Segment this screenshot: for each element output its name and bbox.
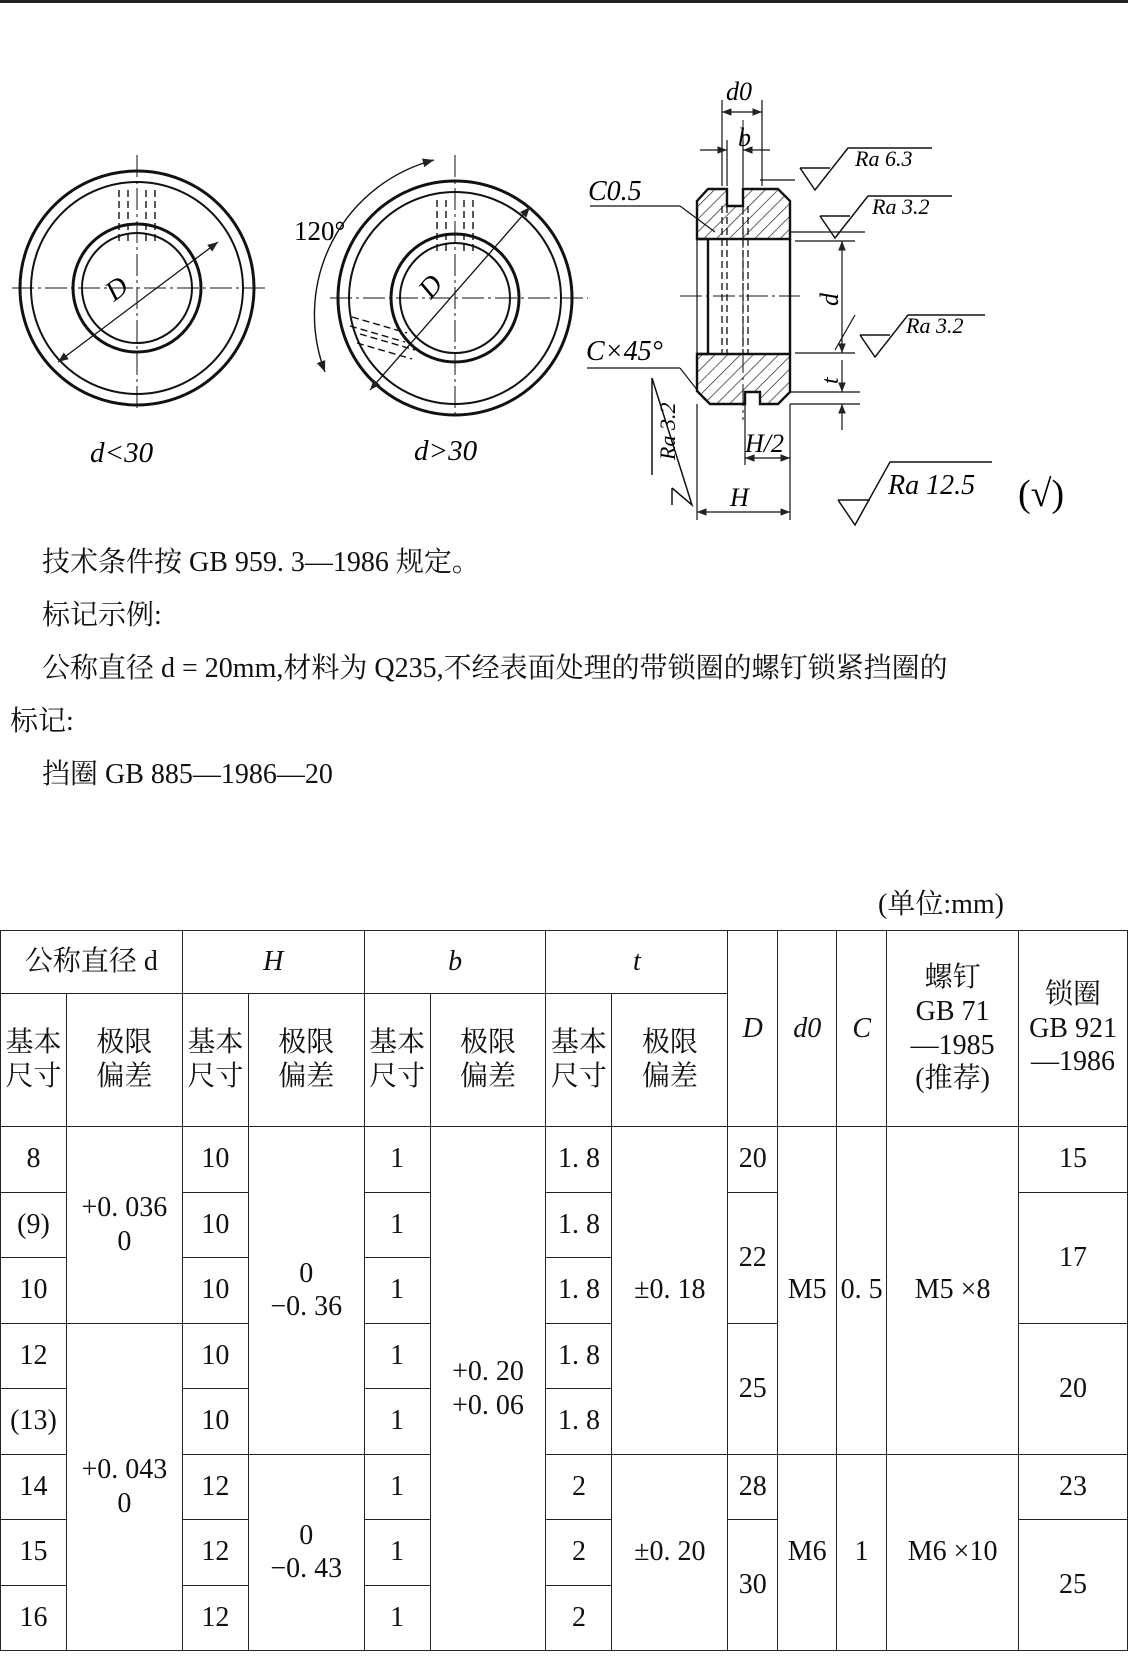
h-dev-cell: [248, 1127, 364, 1455]
ring-cell: 25: [1019, 1520, 1128, 1651]
ring-cell: 17: [1019, 1192, 1128, 1323]
marking-example-heading: 标记示例:: [42, 600, 162, 631]
ra-32-label-a: Ra 3.2: [872, 194, 930, 219]
D-cell: 20: [728, 1127, 778, 1193]
header-ring-line: GB 921: [1029, 1012, 1117, 1044]
b-dev-lower: +0. 06: [452, 1389, 524, 1421]
header-limit-dev: [248, 994, 364, 1127]
ring-cell: 23: [1019, 1454, 1128, 1520]
header-screw-line: GB 71: [915, 995, 990, 1027]
d-basic-cell: 12: [1, 1323, 67, 1389]
ra-32-label-side: Ra 3.2: [655, 402, 680, 460]
header-basic-line: 基本: [187, 1027, 244, 1059]
t-basic-cell: 1. 8: [546, 1127, 612, 1193]
marking-example-text: 公称直径 d = 20mm,材料为 Q235,不经表面处理的带锁圈的螺钉锁紧挡圈的: [42, 653, 948, 684]
dim-h2-label: H/2: [745, 429, 784, 458]
header-D: D: [728, 931, 778, 1127]
D-cell: 28: [728, 1454, 778, 1520]
spec-note: 技术条件按 GB 959. 3—1986 规定。: [42, 547, 480, 578]
d-dev-cell: [66, 1127, 182, 1324]
header-limit-line: 偏差: [460, 1061, 517, 1092]
caption-d-greater-30: d>30: [414, 435, 478, 467]
chamfer-c05-label: C0.5: [588, 176, 642, 207]
header-basic-size: [1, 994, 67, 1127]
diameter-label-mid: D: [412, 269, 450, 305]
header-screw-line: 螺钉: [924, 962, 981, 994]
header-limit-line: 极限: [641, 1027, 698, 1059]
b-basic-cell: 1: [364, 1389, 430, 1455]
b-basic-cell: 1: [364, 1323, 430, 1389]
C-cell: 1: [837, 1454, 887, 1651]
header-basic-line: 基本: [5, 1027, 62, 1059]
b-basic-cell: 1: [364, 1585, 430, 1651]
d0-cell: M6: [778, 1454, 837, 1651]
screw-cell: M5 ×8: [887, 1127, 1019, 1455]
D-cell: 30: [728, 1520, 778, 1651]
t-basic-cell: 1. 8: [546, 1258, 612, 1324]
h-basic-cell: 10: [182, 1127, 248, 1193]
t-basic-cell: 2: [546, 1585, 612, 1651]
header-t: t: [546, 931, 728, 994]
header-basic-size: [182, 994, 248, 1127]
t-basic-cell: 1. 8: [546, 1323, 612, 1389]
header-limit-line: 极限: [278, 1027, 335, 1059]
dim-t-label: t: [818, 377, 844, 384]
spec-table: [0, 930, 1128, 1651]
t-dev-cell: ±0. 18: [612, 1127, 728, 1455]
unit-label: (单位:mm): [878, 889, 1004, 920]
h-basic-cell: 10: [182, 1389, 248, 1455]
header-screw-line: —1985: [910, 1029, 995, 1061]
header-basic-line: 尺寸: [187, 1061, 244, 1092]
check-mark-label: (√): [1018, 473, 1065, 515]
header-nominal-d: 公称直径 d: [1, 931, 183, 994]
chamfer-c45-label: C×45°: [586, 336, 663, 367]
t-basic-cell: 2: [546, 1520, 612, 1586]
b-basic-cell: 1: [364, 1258, 430, 1324]
header-basic-line: 尺寸: [5, 1061, 62, 1092]
ring-view-large: [314, 155, 588, 418]
h-basic-cell: 12: [182, 1454, 248, 1520]
dim-h-label: H: [730, 483, 749, 512]
t-dev-cell: ±0. 20: [612, 1454, 728, 1651]
header-basic-line: 尺寸: [369, 1061, 426, 1092]
b-dev-upper: +0. 20: [452, 1355, 524, 1387]
D-cell: 25: [728, 1323, 778, 1454]
d0-cell: M5: [778, 1127, 837, 1455]
d-basic-cell: (13): [1, 1389, 67, 1455]
dim-d0-label: d0: [726, 77, 752, 106]
D-cell: 22: [728, 1192, 778, 1323]
C-cell: 0. 5: [837, 1127, 887, 1455]
b-basic-cell: 1: [364, 1520, 430, 1586]
d-basic-cell: 15: [1, 1520, 67, 1586]
h-basic-cell: 10: [182, 1192, 248, 1258]
ra-125-label: Ra 12.5: [888, 470, 976, 501]
header-limit-dev: [430, 994, 546, 1127]
dim-b-label: b: [738, 123, 751, 152]
header-ring-line: —1986: [1031, 1046, 1116, 1078]
cross-section-view: [680, 120, 800, 420]
header-h: H: [182, 931, 364, 994]
diameter-label-left: D: [99, 270, 135, 308]
ring-cell: 20: [1019, 1323, 1128, 1454]
angle-label: 120°: [294, 216, 346, 246]
dim-d-label: d: [815, 293, 844, 306]
technical-drawing: [0, 0, 1128, 530]
h-basic-cell: 10: [182, 1258, 248, 1324]
h-basic-cell: 12: [182, 1520, 248, 1586]
b-dev-cell: [430, 1127, 546, 1651]
b-basic-cell: 1: [364, 1454, 430, 1520]
header-limit-line: 极限: [460, 1027, 517, 1059]
d-dev-lower: 0: [117, 1225, 132, 1257]
header-limit-line: 偏差: [278, 1061, 335, 1092]
t-basic-cell: 2: [546, 1454, 612, 1520]
header-basic-size: [546, 994, 612, 1127]
header-limit-line: 偏差: [96, 1061, 153, 1092]
table-row: [1, 1127, 1128, 1193]
d-dev-upper: +0. 036: [81, 1192, 168, 1224]
header-basic-line: 基本: [550, 1027, 607, 1059]
d-basic-cell: 16: [1, 1585, 67, 1651]
header-d0: d0: [778, 931, 837, 1127]
marking-example-text-cont: 标记:: [10, 706, 74, 737]
t-basic-cell: 1. 8: [546, 1192, 612, 1258]
section-dimensions: [587, 100, 865, 520]
h-basic-cell: 12: [182, 1585, 248, 1651]
h-dev-upper: 0: [299, 1519, 314, 1551]
d-dev-lower: 0: [117, 1487, 132, 1519]
d-basic-cell: (9): [1, 1192, 67, 1258]
d-dev-upper: +0. 043: [81, 1454, 168, 1486]
d-basic-cell: 10: [1, 1258, 67, 1324]
b-basic-cell: 1: [364, 1127, 430, 1193]
h-dev-upper: 0: [299, 1257, 314, 1289]
d-basic-cell: 8: [1, 1127, 67, 1193]
ring-view-small: [12, 155, 265, 408]
header-screw-line: (推荐): [915, 1063, 990, 1095]
header-limit-line: 偏差: [641, 1061, 698, 1092]
header-basic-line: 基本: [369, 1027, 426, 1059]
d-basic-cell: 14: [1, 1454, 67, 1520]
t-basic-cell: 1. 8: [546, 1389, 612, 1455]
ra-32-label-b: Ra 3.2: [906, 313, 964, 338]
screw-cell: M6 ×10: [887, 1454, 1019, 1651]
b-basic-cell: 1: [364, 1192, 430, 1258]
header-basic-line: 尺寸: [550, 1061, 607, 1092]
header-ring-line: 锁圈: [1045, 979, 1102, 1011]
h-basic-cell: 10: [182, 1323, 248, 1389]
header-limit-dev: [612, 994, 728, 1127]
header-ring: [1019, 931, 1128, 1127]
h-dev-cell: [248, 1454, 364, 1651]
d-dev-cell: [66, 1323, 182, 1651]
ra-63-label: Ra 6.3: [855, 146, 913, 171]
header-limit-dev: [66, 994, 182, 1127]
header-b: b: [364, 931, 546, 994]
marking-example-code: 挡圈 GB 885—1986—20: [42, 759, 333, 790]
header-screw: [887, 931, 1019, 1127]
h-dev-lower: −0. 43: [270, 1553, 343, 1585]
h-dev-lower: −0. 36: [270, 1291, 343, 1323]
header-C: C: [837, 931, 887, 1127]
caption-d-less-30: d<30: [90, 437, 154, 469]
header-limit-line: 极限: [96, 1027, 153, 1059]
ring-cell: 15: [1019, 1127, 1128, 1193]
header-basic-size: [364, 994, 430, 1127]
